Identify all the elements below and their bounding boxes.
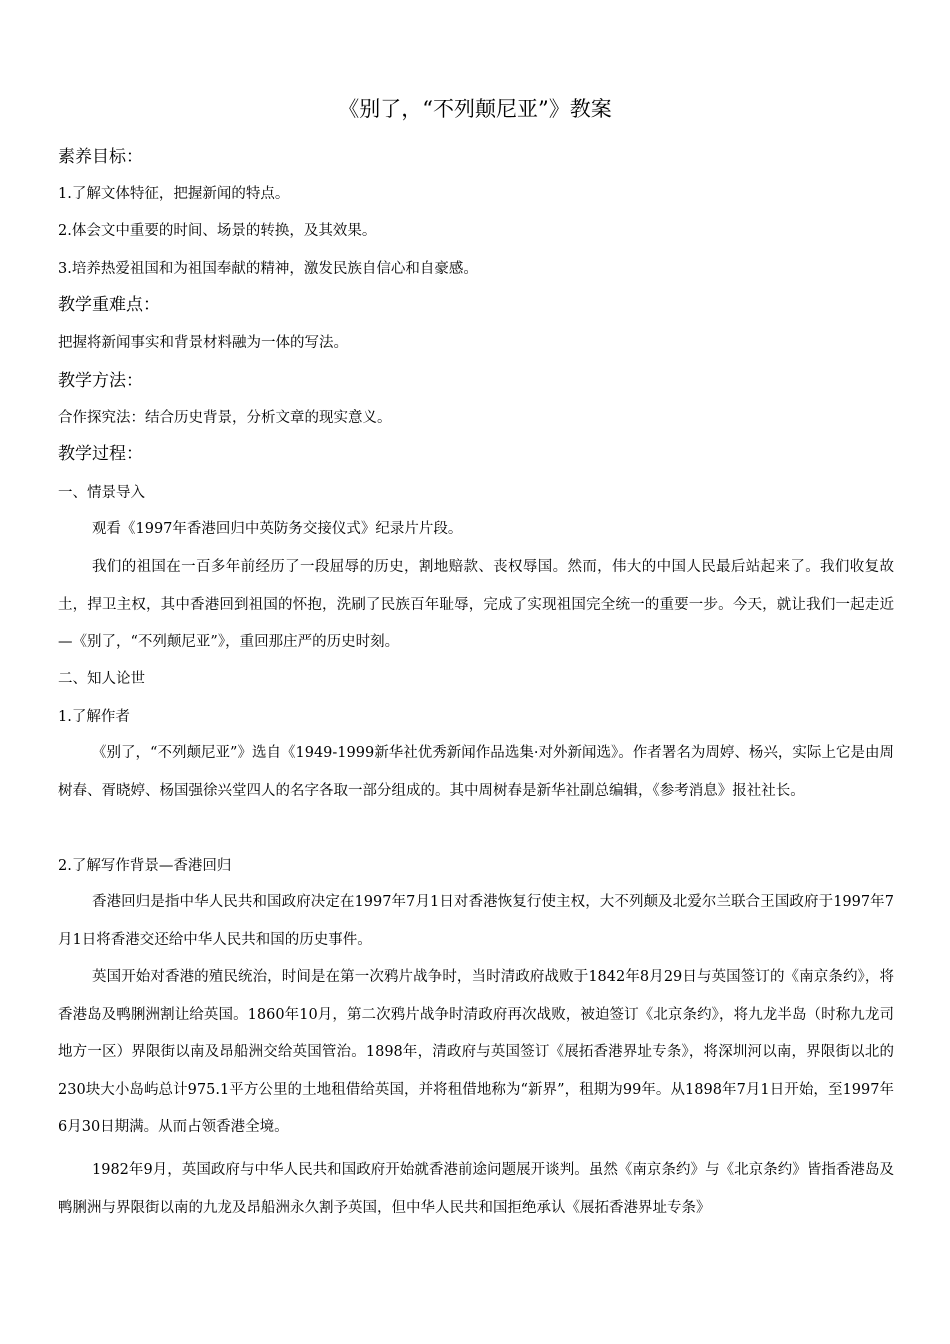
section-2-1-paragraph: 《别了，“不列颠尼亚”》选自《1949-1999新华社优秀新闻作品选集·对外新闻选》。作者署名为周婷、杨兴，实际上它是由周树春、胥晓婷、杨国强徐兴堂四人的名字各取一部分组成的。其中周树春是新华社副总编辑，《参考消息》报社社长。	[58, 745, 894, 799]
section-2-1-heading: 1.了解作者	[58, 709, 130, 725]
method-text: 合作探究法：结合历史背景，分析文章的现实意义。	[58, 410, 392, 426]
section-2-2-paragraph-1: 香港回归是指中华人民共和国政府决定在1997年7月1日对香港恢复行使主权，大不列颠及北爱尔兰联合王国政府于1997年7月1日将香港交还给中华人民共和国的历史事件。	[58, 894, 894, 948]
heading-goals: 素养目标：	[58, 147, 143, 167]
key-points-text: 把握将新闻事实和背景材料融为一体的写法。	[58, 335, 348, 351]
heading-key-points: 教学重难点：	[58, 295, 160, 315]
goal-item-2: 2.体会文中重要的时间、场景的转换，及其效果。	[58, 223, 377, 239]
section-1-heading: 一、情景导入	[58, 485, 145, 501]
section-2-2-heading: 2.了解写作背景—香港回归	[58, 858, 232, 874]
document-title: 《别了，“不列颠尼亚”》教案	[338, 97, 612, 121]
heading-process: 教学过程：	[58, 444, 143, 464]
section-2-2-paragraph-3: 1982年9月，英国政府与中华人民共和国政府开始就香港前途问题展开谈判。虽然《南京条约》与《北京条约》皆指香港岛及鸭脷洲与界限街以南的九龙及昂船洲永久割予英国，但中华人民共和国拒绝承认《展拓香港界址专条》	[58, 1162, 894, 1216]
section-1-paragraph-1: 观看《1997年香港回归中英防务交接仪式》纪录片片段。	[92, 521, 463, 537]
section-1-paragraph-2: 我们的祖国在一百多年前经历了一段屈辱的历史，割地赔款、丧权辱国。然而，伟大的中国人民最后站起来了。我们收复故土，捍卫主权，其中香港回到祖国的怀抱，洗刷了民族百年耻辱，完成了实现祖国完全统一的重要一步。今天，就让我们一起走近—《别了，“不列颠尼亚”》，重回那庄严的历史时刻。	[58, 559, 894, 650]
section-2-2-paragraph-2: 英国开始对香港的殖民统治，时间是在第一次鸦片战争时，当时清政府战败于1842年8月29日与英国签订的《南京条约》，将香港岛及鸭脷洲割让给英国。1860年10月，第二次鸦片战争时清政府再次战败，被迫签订《北京条约》，将九龙半岛（时称九龙司地方一区）界限街以南及昂船洲交给英国管治。1898年，清政府与英国签订《展拓香港界址专条》，将深圳河以南，界限街以北的230块大小岛屿总计975.1平方公里的土地租借给英国，并将租借地称为“新界”，租期为99年。从1898年7月1日开始，至1997年6月30日期满。从而占领香港全境。	[58, 969, 894, 1135]
heading-method: 教学方法：	[58, 371, 143, 391]
goal-item-1: 1.了解文体特征，把握新闻的特点。	[58, 186, 290, 202]
goal-item-3: 3.培养热爱祖国和为祖国奉献的精神，激发民族自信心和自豪感。	[58, 261, 478, 277]
section-2-heading: 二、知人论世	[58, 671, 145, 687]
